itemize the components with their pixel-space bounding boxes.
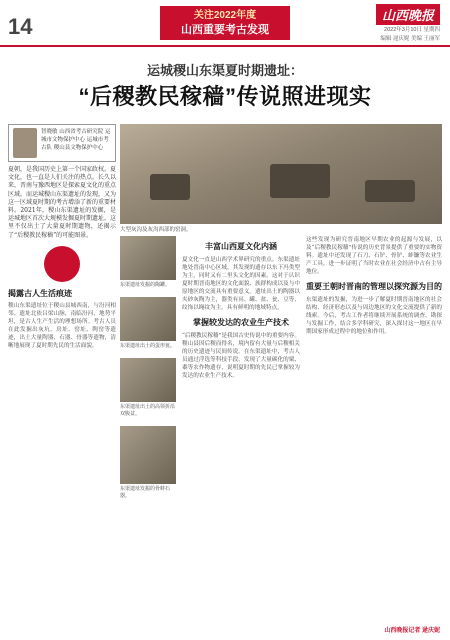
- section2-title: 丰富山西夏文化内涵: [205, 242, 277, 251]
- thumb-caption: 东渠遗址出土的蛋形瓮。: [120, 343, 176, 349]
- photo-feature: [365, 180, 415, 202]
- egg-urn-photo: [120, 297, 176, 341]
- section4-title: 重要王朝时晋南的管理以探究源为目的: [306, 282, 442, 291]
- tools-photo: [120, 426, 176, 484]
- main-excavation-photo: [120, 124, 442, 224]
- page-number: 14: [8, 14, 33, 39]
- section3-continued: 这些发现为研究晋南地区早期农业的起源与发展，以及“后稷教民稼穑”传说的历史背景提供了重要的实物资料。遗址中还发现了石刀、石铲、骨铲、蚌镰等农业生产工具，进一步证明了当时农业在社会经济中占有主导地位。: [306, 237, 442, 275]
- basin-photo: [120, 358, 176, 402]
- right-column: [306, 236, 442, 336]
- thumb-caption: 东渠遗址发掘的陶罐。: [120, 282, 171, 288]
- header-rule: [0, 45, 450, 47]
- section-banner: [160, 6, 290, 40]
- section1-text: 稷山东渠遗址位于稷山县城西南，与汾河相邻。遗址北依吕梁山脉，南临汾河，地势平坦，是古人生产生活的理想场所。考古人员在此发掘出灰坑、房址、窑址、陶窑等遗迹，出土大量陶器、石器、骨器等遗物，清晰地展现了夏时期先民的生活面貌。: [8, 302, 116, 349]
- thumbnail-column: [120, 236, 176, 508]
- reporter-credit: 山西晚报记者 逯庆妮: [384, 628, 440, 634]
- banner-line1: 关注2022年度: [193, 10, 257, 21]
- section1-title: 揭露古人生活痕迹: [8, 288, 72, 298]
- banner-line2: 山西重要考古发现: [181, 24, 269, 36]
- section4-text: 东渠遗址的发掘，为进一步了解夏时期晋南地区的社会结构、经济形态以及与周边地区的文化交流提供了新的线索。今后，考古工作者将继续开展系统的调查、勘探与发掘工作，结合多学科研究，深入探讨这一地区在早期国家形成过程中的地位和作用。: [306, 297, 442, 335]
- section3-text: “后稷教民稼穑”是我国古史传说中的重要内容。稷山县因后稷而得名，境内留有大量与后稷相关的历史遗迹与民间传说。在东渠遗址中，考古人员通过浮选等科技手段，发现了大量碳化的粟、黍等农作物遗存，说明夏时期的先民已掌握较为发达的农业生产技术。: [182, 333, 300, 379]
- section2-text: 夏文化一直是山西学术界研究的重点。东渠遗址地处晋南中心区域，其发现的遗存以东下冯类型为主，同时又有二里头文化的因素。这对于认识夏时期晋南地区的文化面貌、族群构成以及与中原地区的交流具有重要意义。遗址出土的陶器以夹砂灰陶为主，器类有鬲、罐、盆、瓮、豆等，纹饰以绳纹为主，具有鲜明的地域特点。: [182, 257, 300, 311]
- newspaper-logo: 山西晚报: [376, 4, 440, 25]
- masthead-date: 2022年3月10日 星期四: [384, 27, 440, 33]
- middle-column: [182, 236, 300, 380]
- page-header: [0, 0, 450, 44]
- pottery-jar-photo: [120, 236, 176, 280]
- masthead: [344, 4, 440, 43]
- photo-feature: [270, 164, 330, 198]
- thumb-caption: 东渠遗址出土的高领折沿双腹盆。: [120, 404, 176, 417]
- author-bio: 智晓敏 山西省考古研究院 运城市文物保护中心 运城市考古队 稷山县文物保护中心: [41, 129, 111, 151]
- masthead-editors: 编辑 逯庆妮 美编 王丽军: [380, 36, 440, 42]
- article-kicker: 运城稷山东渠夏时期遗址：: [146, 63, 303, 78]
- author-photo: [13, 128, 37, 158]
- photo-feature: [150, 174, 190, 200]
- thumb-caption: 东渠遗址发掘的骨蚌石器。: [120, 486, 171, 499]
- section3-title: 掌握较发达的农业生产技术: [193, 318, 289, 327]
- left-column: [8, 124, 116, 350]
- article-headline: “后稷教民稼穑”传说照进现实: [78, 84, 372, 109]
- article-intro: 夏朝，是我国历史上第一个国家政权。夏文化，也一直是人们关注的热点。长久以来，晋南与豫西地区是探索夏文化的重点区域。而运城稷山东渠遗址的发现，又为这一区域夏时期的考古增添了新的重要材料。2021年，稷山东渠遗址的发掘，是运城地区首次大规模发掘夏时期遗址。这里不仅出土了大量夏时期遗物，还揭示了“后稷教民稼穑”的可能图景。: [8, 166, 117, 239]
- author-box: [8, 124, 116, 162]
- main-photo-caption: 大型灰沟及灰沟西部的窑洞。: [120, 227, 192, 233]
- decorative-seal-icon: [44, 246, 80, 282]
